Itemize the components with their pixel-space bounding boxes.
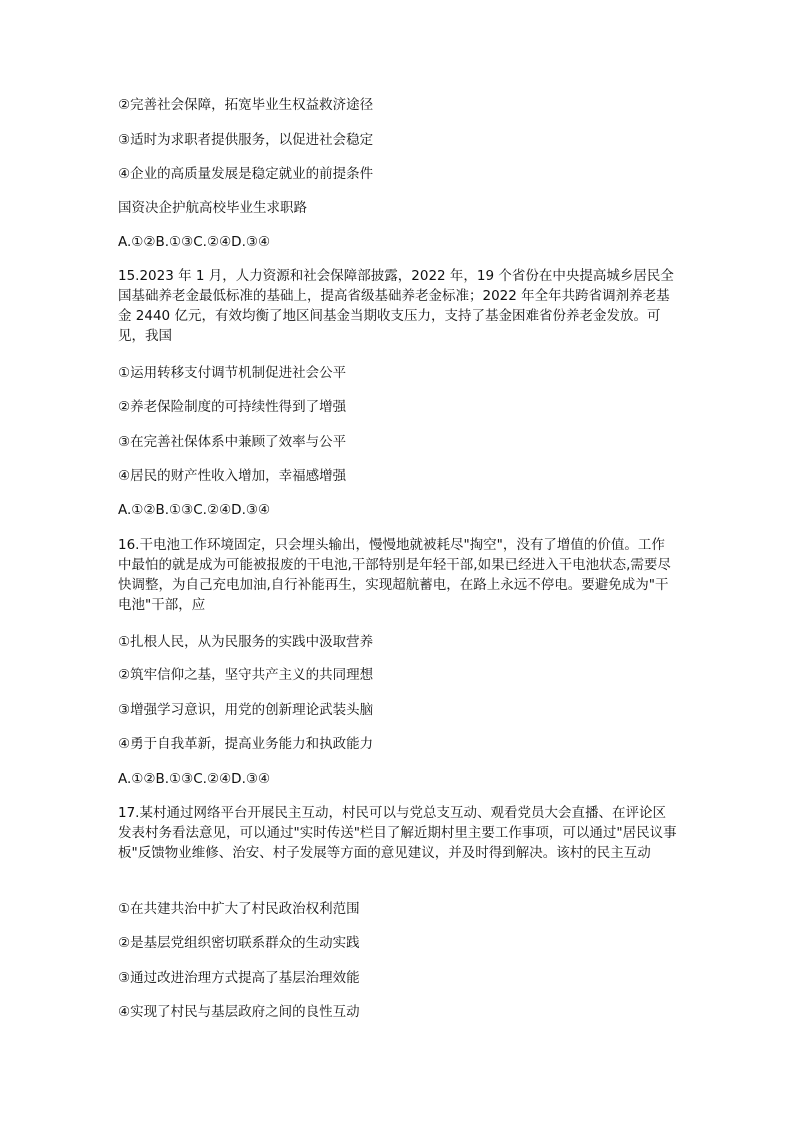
q16-option-3: ③增强学习意识，用党的创新理论武装头脑 [118, 702, 374, 718]
q15-answer-choices: A.①②B.①③C.②④D.③④ [118, 502, 271, 518]
question-17-stem: 17.某村通过网络平台开展民主互动，村民可以与党总支互动、观看党员大会直播、在评论区发表村务看法意见，可以通过"实时传送"栏目了解近期村里主要工作事项，可以通过"居民议事板"反馈物业维修、治安、村子发展等方面的意见建议，并及时得到解决。该村的民主互动 [118, 805, 677, 861]
option-line: ③适时为求职者提供服务，以促进社会稳定 [118, 132, 374, 148]
q17-option-3: ③通过改进治理方式提高了基层治理效能 [118, 970, 360, 986]
question-15-stem: 15.2023 年 1 月，人力资源和社会保障部披露，2022 年，19 个省份在中央提高城乡居民全国基础养老金最低标准的基础上，提高省级基础养老金标准；2022 年全年共跨省调剂养老基金 2440 亿元，有效均衡了地区间基金当期收支压力，支持了基金困难省份养老金发放。可见，我国 [118, 268, 674, 344]
option-line: ②完善社会保障，拓宽毕业生权益救济途径 [118, 97, 374, 113]
q17-option-2: ②是基层党组织密切联系群众的生动实践 [118, 935, 360, 951]
q16-option-4: ④勇于自我革新，提高业务能力和执政能力 [118, 736, 374, 752]
answer-choices: A.①②B.①③C.②④D.③④ [118, 234, 271, 250]
q15-option-2: ②养老保险制度的可持续性得到了增强 [118, 399, 347, 415]
q17-option-1: ①在共建共治中扩大了村民政治权利范围 [118, 901, 360, 917]
q15-option-1: ①运用转移支付调节机制促进社会公平 [118, 365, 347, 381]
q17-option-4: ④实现了村民与基层政府之间的良性互动 [118, 1004, 360, 1020]
question-16-stem: 16.干电池工作环境固定，只会埋头输出，慢慢地就被耗尽"掏空"，没有了增值的价值。工作中最怕的就是成为可能被报废的干电池,干部特别是年轻干部,如果已经进入干电池状态,需要尽快调整，为自己充电加油,自行补能再生，实现超航蓄电，在路上永远不停电。要避免成为"干电池"干部，应 [118, 537, 671, 613]
q16-option-1: ①扎根人民，从为民服务的实践中汲取营养 [118, 634, 374, 650]
option-line: ④企业的高质量发展是稳定就业的前提条件 [118, 166, 374, 182]
q16-answer-choices: A.①②B.①③C.②④D.③④ [118, 771, 271, 787]
q16-option-2: ②筑牢信仰之基，坚守共产主义的共同理想 [118, 667, 374, 683]
q15-option-4: ④居民的财产性收入增加，幸福感增强 [118, 468, 347, 484]
q15-option-3: ③在完善社保体系中兼顾了效率与公平 [118, 434, 347, 450]
source-line: 国资决企护航高校毕业生求职路 [118, 200, 307, 216]
